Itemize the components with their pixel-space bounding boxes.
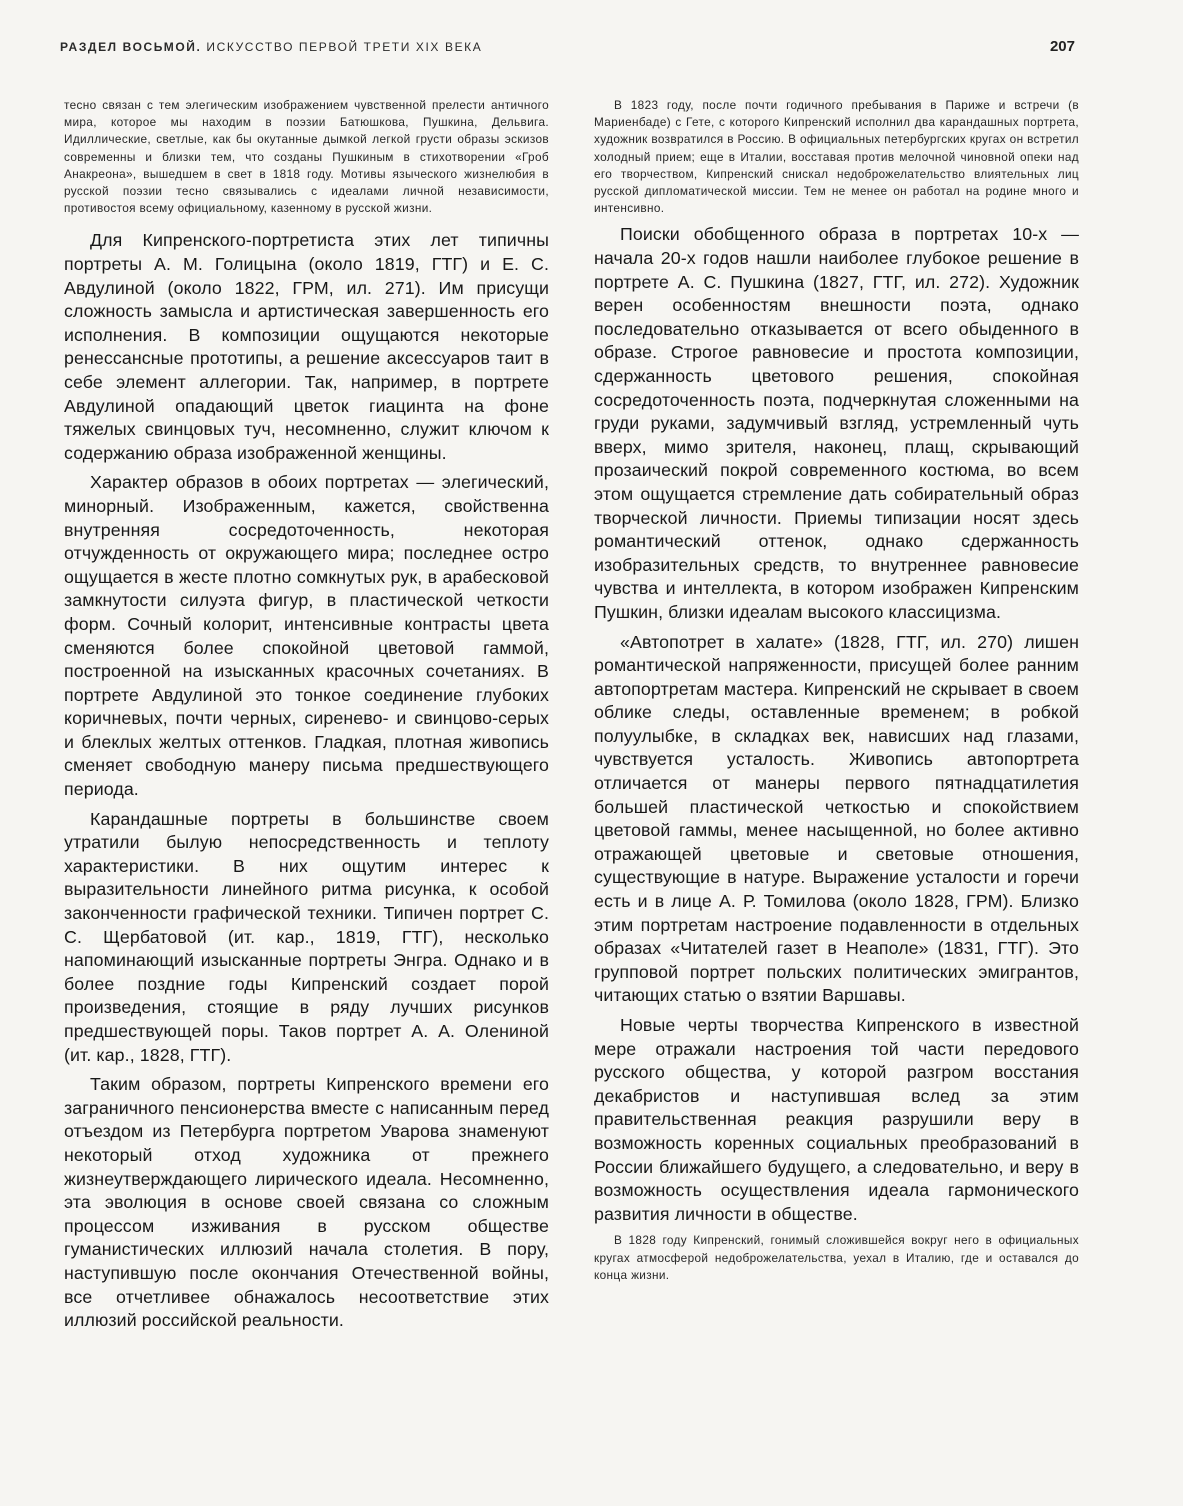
section-subtitle: ИСКУССТВО ПЕРВОЙ ТРЕТИ XIX ВЕКА <box>206 40 483 54</box>
paragraph: Характер образов в обоих портретах — элегический, минорный. Изображенным, кажется, свойственна внутренняя сосредоточенность, некоторая отчужденность от окружающего мира; последнее остро ощущается в жесте плотно сомкнутых рук, в арабесковой замкнутости силуэта фигур, в пластической четкости форм. Сочный колорит, интенсивные контрасты цвета сменяются более спокойной цветовой гаммой, построенной на изысканных красочных сочетаниях. В портрете Авдулиной это тонкое соединение глубоких коричневых, почти черных, сиренево- и свинцово-серых и блеклых желтых оттенков. Гладкая, плотная живопись сменяет свободную манеру письма предшествующего периода. <box>64 472 549 800</box>
page-number: 207 <box>1049 38 1075 55</box>
left-column <box>64 97 549 1333</box>
paragraph: Новые черты творчества Кипренского в известной мере отражали настроения той части передового русского общества, у которой разгром восстания декабристов и наступившая вслед за этим правительственная реакция разрушили веру в возможность коренных социальных преобразований в России ближайшего будущего, а следовательно, и веру в возможность осуществления идеала гармонического развития личности в обществе. <box>594 1015 1079 1224</box>
paragraph: Таким образом, портреты Кипренского времени его заграничного пенсионерства вместе с написанным перед отъездом из Петербурга портретом Уварова знаменуют некоторый отход художника от прежнего жизнеутверждающего лирического идеала. Несомненно, эта эволюция в основе своей связана со сложным процессом изживания в русском обществе гуманистических иллюзий начала столетия. В пору, наступившую после окончания Отечественной войны, все отчетливее обнажалось несоответствие этих иллюзий российской реальности. <box>64 1074 549 1331</box>
paragraph: Поиски обобщенного образа в портретах 10-х — начала 20-х годов нашли наиболее глубокое решение в портрете А. С. Пушкина (1827, ГТГ, ил. 272). Художник верен особенностям внешности поэта, однако последовательно отказывается от всего обыденного в образе. Строгое равновесие и простота композиции, сдержанность цветового решения, спокойная сосредоточенность поэта, подчеркнутая сложенными на груди руками, задумчивый взгляд, устремленный чуть вверх, мимо зрителя, наконец, плащ, скрывающий прозаический покрой современного костюма, во всем этом ощущается стремление дать собирательный образ творческой личности. Приемы типизации носят здесь романтический оттенок, однако сдержанность изобразительных средств, то внутреннее равновесие чувства и интеллекта, в котором изображен Кипренским Пушкин, близки идеалам высокого классицизма. <box>594 224 1079 622</box>
paragraph: «Автопотрет в халате» (1828, ГТГ, ил. 270) лишен романтической напряженности, присущей более ранним автопортретам мастера. Кипренский не скрывает в своем облике следы, оставленные временем; в робкой полуулыбке, в складках век, нависших над глазами, чувствуется усталость. Живопись автопортрета отличается от манеры первого пятнадцатилетия большей пластической четкостью и спокойствием цветовой гаммы, менее насыщенной, но более активно отражающей цветовые и световые отношения, существующие в натуре. Выражение усталости и горечи есть и в лице А. Р. Томилова (около 1828, ГРМ). Близко этим портретам настроение подавленности в отдельных образах «Читателей газет в Неаполе» (1831, ГТГ). Это групповой портрет польских политических эмигрантов, читающих статью о взятии Варшавы. <box>594 631 1079 1006</box>
footnote: В 1823 году, после почти годичного пребывания в Париже и встречи (в Мариенбаде) с Гете, с которого Кипренский исполнил два карандашных портрета, художник возвратился в Россию. В официальных петербургских кругах он встретил холодный прием; еще в Италии, восставая против мелочной чиновной опеки над его творчеством, Кипренский снискал недоброжелательство влиятельных лиц русской дипломатической миссии. Тем не менее он работал на родине много и интенсивно. <box>594 98 1079 216</box>
section-label: РАЗДЕЛ ВОСЬМОЙ. <box>60 40 202 54</box>
paragraph: Карандашные портреты в большинстве своем утратили былую непосредственность и теплоту характеристики. В них ощутим интерес к выразительности линейного ритма рисунка, к особой законченности графической техники. Типичен портрет С. С. Щербатовой (ит. кар., 1819, ГТГ), несколько напоминающий изысканные портреты Энгра. Однако и в более поздние годы Кипренский создает порой произведения, стоящие в ряду лучших рисунков предшествующей поры. Таков портрет А. А. Олениной (ит. кар., 1828, ГТГ). <box>64 808 549 1065</box>
paragraph: Для Кипренского-портретиста этих лет типичны портреты А. М. Голицына (около 1819, ГТГ) и Е. С. Авдулиной (около 1822, ГРМ, ил. 271). Им присущи сложность замысла и артистическая завершенность его исполнения. В композиции ощущаются некоторые ренессансные прототипы, а решение аксессуаров таит в себе элемент аллегории. Так, например, в портрете Авдулиной опадающий цветок гиацинта на фоне тяжелых свинцовых туч, несомненно, служит ключом к содержанию образа изображенной женщины. <box>64 230 549 463</box>
right-column <box>594 97 1079 1284</box>
footnote-continuation: тесно связан с тем элегическим изображением чувственной прелести античного мира, которое мы находим в поэзии Батюшкова, Пушкина, Дельвига. Идиллические, светлые, как бы окутанные дымкой легкой грусти образы эскизов современны и близки тем, что созданы Пушкиным в стихотворении «Гроб Анакреона», вышедшем в свет в 1818 году. Мотивы языческого жизнелюбия в русской поэзии тесно связывались с идеалами личной независимости, противостоя всему официальному, казенному в русской жизни. <box>64 98 549 216</box>
running-header-title <box>60 40 482 54</box>
running-header <box>60 38 1075 62</box>
footnote: В 1828 году Кипренский, гонимый сложившейся вокруг него в официальных кругах атмосферой недоброжелательства, уехал в Италию, где и оставался до конца жизни. <box>594 1233 1079 1282</box>
